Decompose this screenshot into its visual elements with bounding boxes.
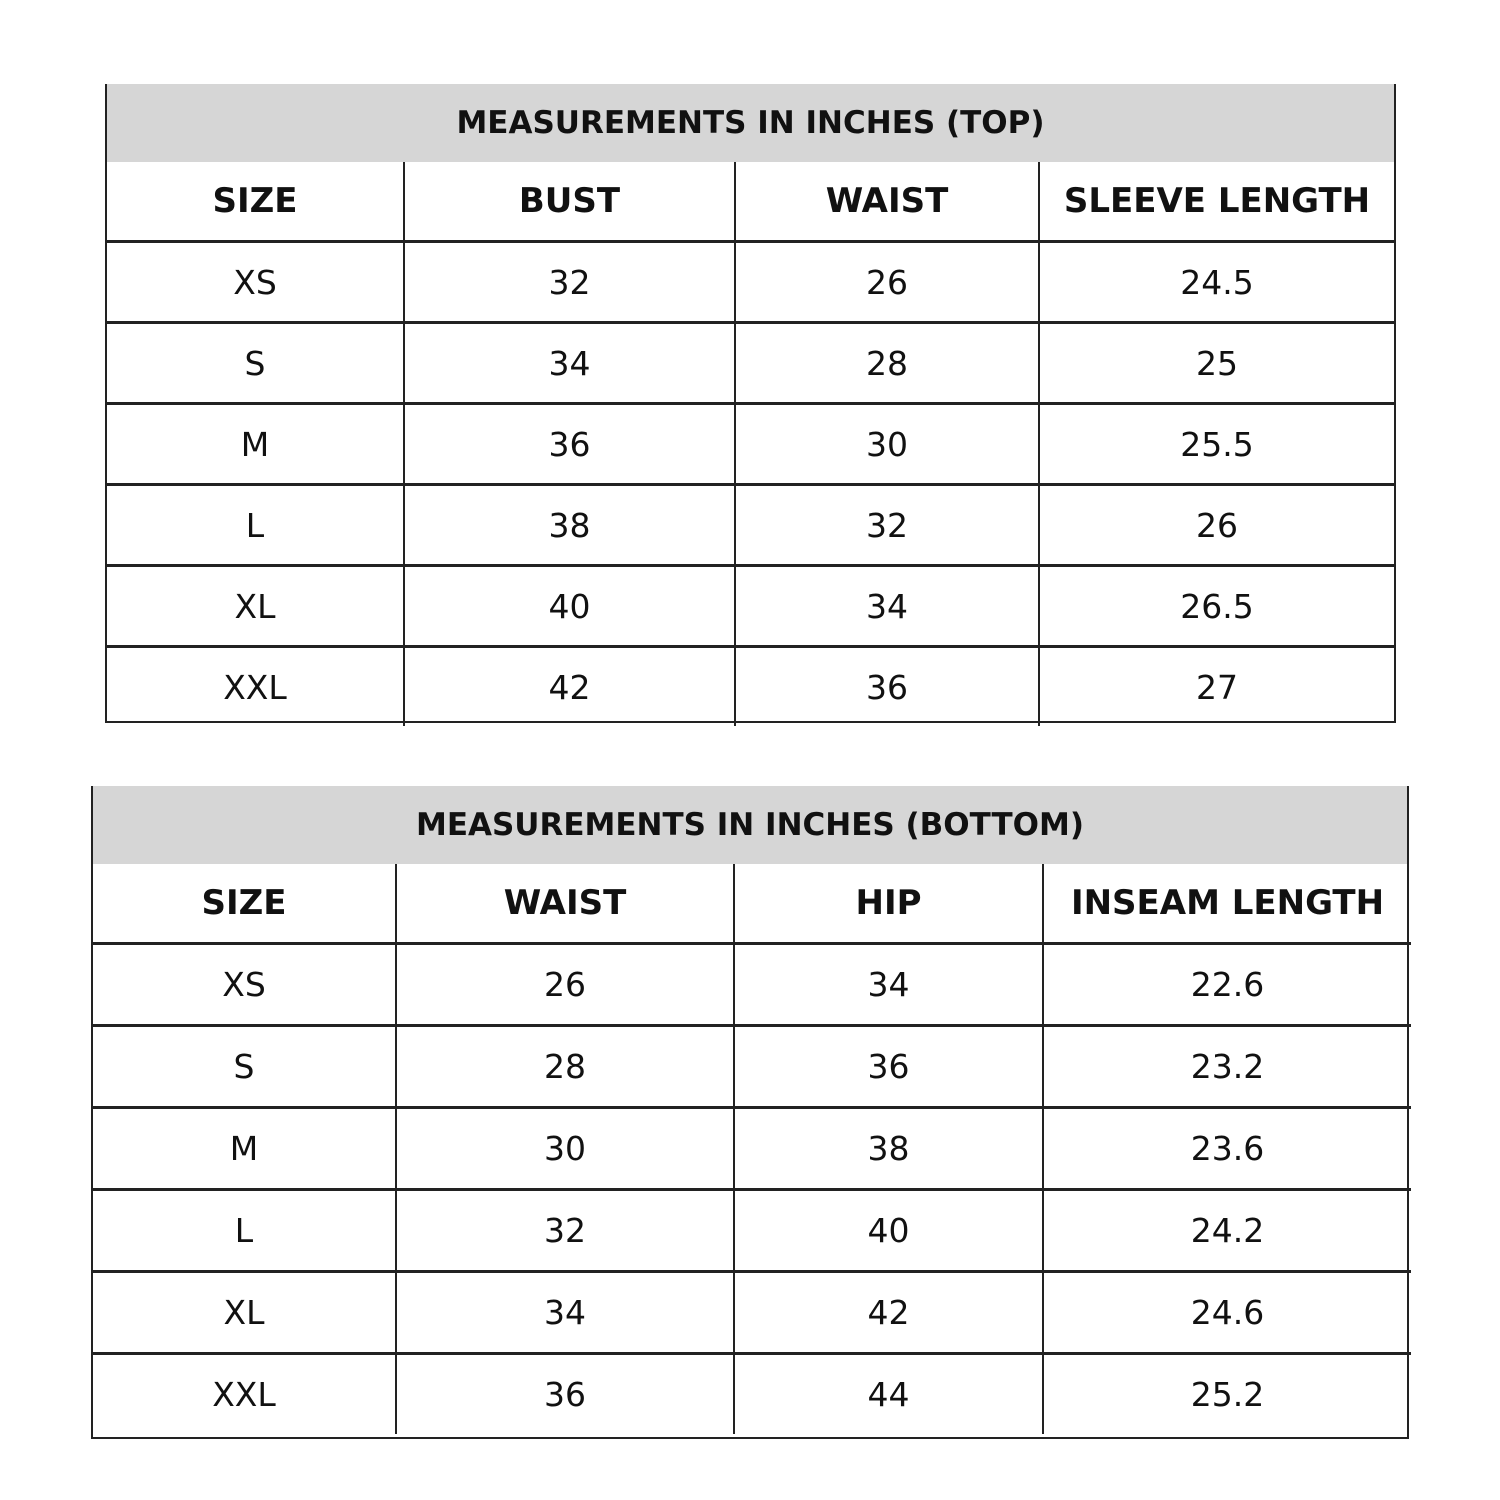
size-cell: XL [93, 1272, 396, 1354]
sleeve-length-cell: 25 [1039, 323, 1394, 404]
hip-cell: 38 [734, 1108, 1043, 1190]
size-cell: S [93, 1026, 396, 1108]
bottom-chart-title: MEASUREMENTS IN INCHES (BOTTOM) [93, 786, 1407, 864]
bust-cell: 42 [404, 647, 735, 727]
bottom-header-hip: HIP [734, 864, 1043, 944]
sleeve-length-cell: 25.5 [1039, 404, 1394, 485]
bottom-size-chart [91, 786, 1409, 1439]
size-cell: L [93, 1190, 396, 1272]
sleeve-length-cell: 26 [1039, 485, 1394, 566]
waist-cell: 32 [735, 485, 1039, 566]
size-cell: XXL [212, 1375, 276, 1414]
table-row [107, 647, 1394, 727]
bottom-header-inseam-length: INSEAM LENGTH [1043, 864, 1411, 944]
inseam-length-cell: 24.2 [1043, 1190, 1411, 1272]
table-row [93, 1108, 1411, 1190]
size-cell: S [107, 323, 404, 404]
waist-cell: 36 [735, 647, 1039, 727]
hip-cell: 42 [734, 1272, 1043, 1354]
top-header-sleeve-length: SLEEVE LENGTH [1039, 162, 1394, 242]
top-size-chart [105, 84, 1396, 723]
inseam-length-cell: 23.2 [1043, 1026, 1411, 1108]
size-cell: XS [93, 944, 396, 1026]
table-row [93, 1272, 1411, 1354]
waist-cell: 34 [735, 566, 1039, 647]
top-header-size: SIZE [107, 162, 404, 242]
top-chart-title: MEASUREMENTS IN INCHES (TOP) [107, 84, 1394, 162]
table-row [107, 485, 1394, 566]
table-row [93, 944, 1411, 1026]
bottom-header-size: SIZE [93, 864, 396, 944]
sleeve-length-cell: 26.5 [1039, 566, 1394, 647]
inseam-length-cell: 24.6 [1043, 1272, 1411, 1354]
top-header-row [107, 162, 1394, 242]
table-row [107, 323, 1394, 404]
waist-cell: 28 [735, 323, 1039, 404]
bottom-header-waist: WAIST [396, 864, 734, 944]
waist-cell: 34 [396, 1272, 734, 1354]
bust-cell: 34 [404, 323, 735, 404]
top-header-bust: BUST [404, 162, 735, 242]
bust-cell: 36 [404, 404, 735, 485]
sleeve-length-cell: 27 [1039, 647, 1394, 727]
waist-cell: 32 [396, 1190, 734, 1272]
size-cell: XS [107, 242, 404, 323]
waist-cell: 28 [396, 1026, 734, 1108]
hip-cell: 44 [734, 1354, 1043, 1435]
waist-cell: 30 [735, 404, 1039, 485]
table-row [107, 242, 1394, 323]
waist-cell: 36 [396, 1354, 734, 1435]
bust-cell: 32 [404, 242, 735, 323]
hip-cell: 40 [734, 1190, 1043, 1272]
waist-cell: 26 [396, 944, 734, 1026]
inseam-length-cell: 22.6 [1043, 944, 1411, 1026]
size-cell: XL [107, 566, 404, 647]
table-row [107, 566, 1394, 647]
size-cell: L [107, 485, 404, 566]
table-row [93, 1354, 1411, 1435]
size-cell: XXL [223, 667, 287, 707]
table-row [93, 1026, 1411, 1108]
size-cell: M [107, 404, 404, 485]
hip-cell: 36 [734, 1026, 1043, 1108]
inseam-length-cell: 25.2 [1043, 1354, 1411, 1435]
size-cell: M [93, 1108, 396, 1190]
bottom-size-table [93, 864, 1411, 1434]
table-row [93, 1190, 1411, 1272]
bust-cell: 40 [404, 566, 735, 647]
top-size-table [107, 162, 1394, 726]
top-header-waist: WAIST [735, 162, 1039, 242]
waist-cell: 30 [396, 1108, 734, 1190]
table-row [107, 404, 1394, 485]
inseam-length-cell: 23.6 [1043, 1108, 1411, 1190]
sleeve-length-cell: 24.5 [1039, 242, 1394, 323]
waist-cell: 26 [735, 242, 1039, 323]
bottom-header-row [93, 864, 1411, 944]
bust-cell: 38 [404, 485, 735, 566]
hip-cell: 34 [734, 944, 1043, 1026]
